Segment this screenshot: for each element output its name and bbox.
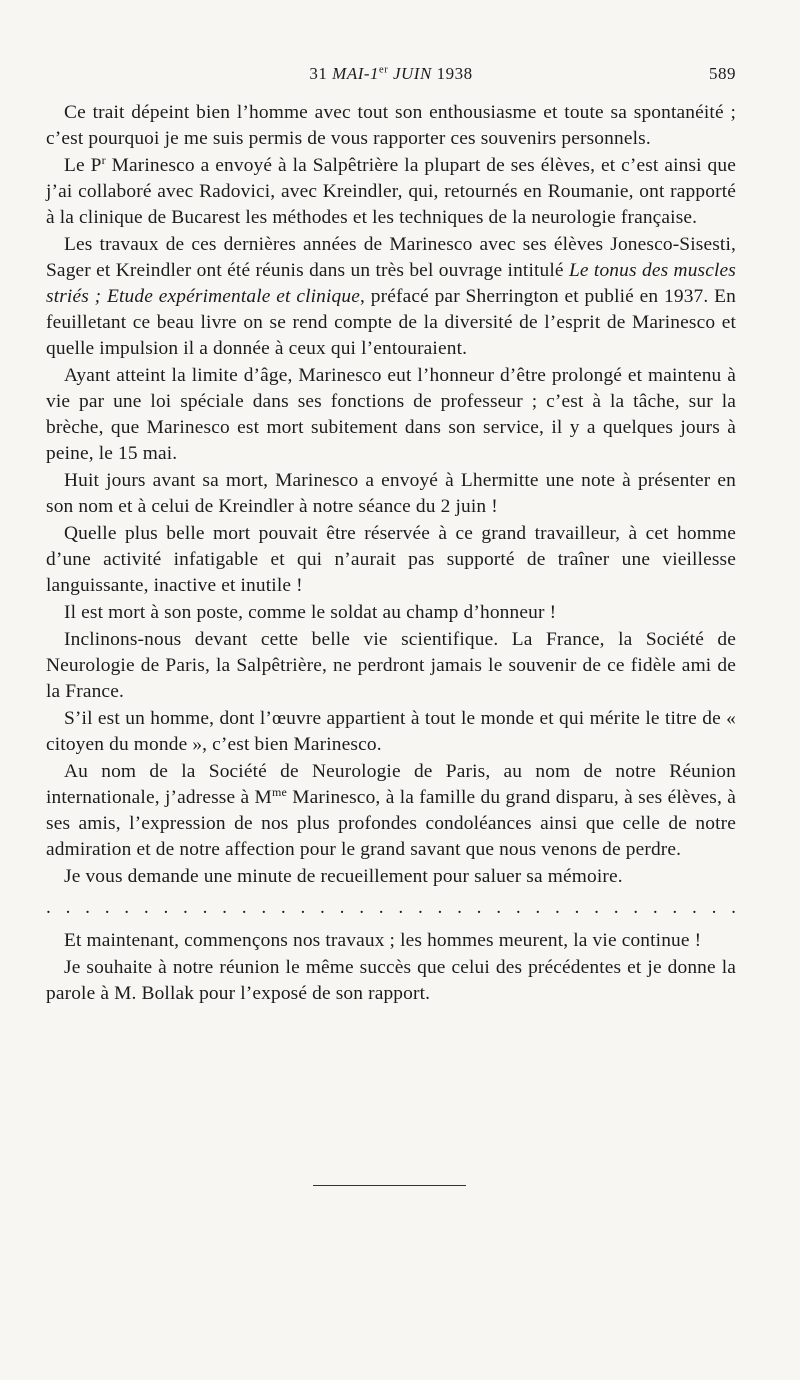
text-run: Marinesco a envoyé à la Salpêtrière la plupart de ses élèves, et c’est ainsi que j’ai collaboré avec Radovici, avec Kreindler, qui, retournés en Roumanie, ont rapporté à la clinique de Bucarest les méthodes et les techniques de la neurologie française. bbox=[46, 155, 737, 228]
paragraph: Je souhaite à notre réunion le même succès que celui des précédentes et je donne la parole à M. Bollak pour l’exposé de son rapport. bbox=[46, 957, 736, 1004]
paragraph: Ce trait dépeint bien l’homme avec tout son enthousiasme et toute sa spontanéité ; c’est pourquoi je me suis permis de vous rapporter ces souvenirs personnels. bbox=[46, 102, 736, 149]
paragraph: Il est mort à son poste, comme le soldat au champ d’honneur ! bbox=[64, 602, 557, 623]
paragraph bbox=[46, 232, 736, 362]
paragraph: Huit jours avant sa mort, Marinesco a envoyé à Lhermitte une note à présenter en son nom et à celui de Kreindler à notre séance du 2 juin ! bbox=[46, 470, 736, 517]
running-title bbox=[46, 64, 736, 84]
running-title-ordinal: er bbox=[379, 64, 389, 76]
text-run: Le P bbox=[64, 155, 102, 176]
book-title: Le tonus des muscles striés ; Etude expérimentale et clinique bbox=[46, 260, 736, 307]
closing-rule bbox=[313, 1185, 466, 1186]
text-run: Marinesco, à la famille du grand disparu, à ses élèves, à ses amis, l’expression de nos plus profondes condoléances ainsi que celle de notre admiration et de notre affection pour le grand savant que nous venons de perdre. bbox=[46, 787, 736, 860]
paragraph: Quelle plus belle mort pouvait être réservée à ce grand travailleur, à cet homme d’une activité infatigable et qui n’aurait pas supporté de traîner une vieillesse languissante, inactive et inutile ! bbox=[46, 523, 736, 596]
page-number: 589 bbox=[709, 64, 736, 83]
superscript: r bbox=[101, 152, 106, 167]
paragraph bbox=[46, 759, 736, 863]
running-title-month-2: JUIN bbox=[388, 64, 432, 83]
superscript: me bbox=[271, 784, 287, 799]
paragraph: Et maintenant, commençons nos travaux ; les hommes meurent, la vie continue ! bbox=[64, 930, 702, 951]
running-header bbox=[46, 60, 736, 86]
text-run: , préfacé par Sherrington et publié en 1937. En feuilletant ce beau livre on se rend compte de la diversité de l’esprit de Marinesco et quelle impulsion il a donnée à ceux qui l’entouraient. bbox=[46, 286, 736, 359]
body-text bbox=[46, 100, 736, 1008]
running-title-year: 1938 bbox=[431, 64, 473, 83]
text-run: Les travaux de ces dernières années de Marinesco avec ses élèves Jonesco-Sisesti, Sager et Kreindler ont été réunis dans un très bel ouvrage intitulé bbox=[46, 234, 736, 281]
paragraph: S’il est un homme, dont l’œuvre appartient à tout le monde et qui mérite le titre de « citoyen du monde », c’est bien Marinesco. bbox=[46, 708, 736, 755]
paragraph: Je vous demande une minute de recueillement pour saluer sa mémoire. bbox=[64, 866, 623, 887]
paragraph: Ayant atteint la limite d’âge, Marinesco eut l’honneur d’être prolongé et maintenu à vie par une loi spéciale dans ses fonctions de professeur ; c’est à la tâche, sur la brèche, que Marinesco est mort subitement dans son service, il y a quelques jours à peine, le 15 mai. bbox=[46, 365, 736, 464]
running-title-month-1: MAI-1 bbox=[332, 64, 380, 83]
dotted-separator: . . . . . . . . . . . . . . . . . . . . . . . . . . . . . . . . . . . . bbox=[46, 897, 736, 918]
running-title-day: 31 bbox=[309, 64, 333, 83]
paragraph: Inclinons-nous devant cette belle vie scientifique. La France, la Société de Neurologie de Paris, la Salpêtrière, ne perdront jamais le souvenir de ce fidèle ami de la France. bbox=[46, 629, 736, 702]
paragraph bbox=[46, 153, 736, 231]
text-run: Au nom de la Société de Neurologie de Paris, au nom de notre Réunion internationale, j’adresse à M bbox=[46, 761, 736, 808]
